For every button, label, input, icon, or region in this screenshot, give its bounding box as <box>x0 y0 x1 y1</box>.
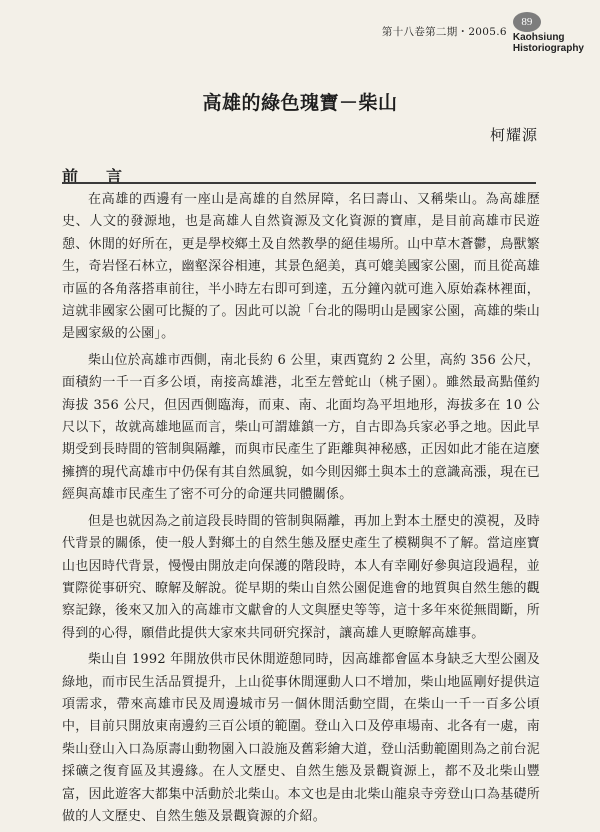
paragraph: 但是也就因為之前這段長時間的管制與隔離，再加上對本土歷史的漠視，及時代背景的關係，使一般人對鄉土的自然生態及歷史產生了模糊與不了解。當這座寶山也因時代背景，慢慢由開放走向保護的階段時，本人有幸剛好參與這段過程，並實際從事研究、瞭解及解說。從早期的柴山自然公園促進會的地質與自然生態的觀察記錄，後來又加入的高雄市文獻會的人文與歷史等等，這十多年來從無間斷，所得到的心得，願借此提供大家來共同研究探討，讓高雄人更瞭解高雄事。 <box>62 513 540 641</box>
running-header <box>382 12 584 54</box>
paragraph: 柴山自 1992 年開放供市民休閒遊憩同時，因高雄都會區本身缺乏大型公園及綠地，而市民生活品質提升，上山從事休閒運動人口不增加，柴山地區剛好提供這項需求，帶來高雄市民及周邊城市另一個休閒活動空間，在柴山一千一百多公頃中，目前只開放東南邊約三百公頃的範圍。登山入口及停車場南、北各有一處，南柴山登山入口為原壽山動物園入口設施及舊彩繪大道，登山活動範圍則為之前台泥採礦之復育區及其邊緣。在人文歷史、自然生態及景觀資源上，都不及北柴山豐富，因此遊客大都集中活動於北柴山。本文也是由北柴山龍泉寺旁登山口為基礎所做的人文歷史、自然生態及景觀資源的介紹。 <box>62 652 540 824</box>
article-title: 高雄的綠色瑰寶－柴山 <box>202 92 398 114</box>
issue-info: 第十八卷第二期・2005.6 <box>381 26 507 38</box>
journal-brand <box>513 12 584 54</box>
paragraph: 在高雄的西邊有一座山是高雄的自然屏障，名曰壽山、又稱柴山。為高雄歷史、人文的發源地，也是高雄人自然資源及文化資源的寶庫，是目前高雄市民遊憩、休閒的好所在，更是學校鄉土及自然教學的絕佳場所。山中草木蒼鬱，鳥獸繁生，奇岩怪石林立，幽壑深谷相連，其景色絕美，真可媲美國家公園，而且從高雄市區的各角落搭車前往，半小時左右即可到達，五分鐘內就可進入原始森林裡面，這就非國家公園可比擬的了。因此可以說「台北的陽明山是國家公園，高雄的柴山是國家級的公園」。 <box>62 192 540 342</box>
heading-divider <box>62 182 536 184</box>
journal-name: Kaohsiung <box>512 32 565 43</box>
article-body <box>62 189 540 832</box>
paragraph: 柴山位於高雄市西側，南北長約 6 公里，東西寬約 2 公里，高約 356 公尺，面積約一千一百多公頃，南接高雄港，北至左營蛇山（桃子園）。雖然最高點僅約海拔 356 公尺，但因西側臨海，而東、南、北面均為平坦地形，海拔多在 10 公尺以下，故就高雄地區而言，柴山可謂雄鎮一方，自古即為兵家必爭之地。因此早期受到長時間的管制與隔離，而與市民產生了距離與神秘感，正因如此才能在這麼擁擠的現代高雄市中仍保有其自然風貌，如今則因鄉土與本土的意識高漲，現在已經與高雄市民產生了密不可分的命運共同體關係。 <box>62 352 540 503</box>
page-number-badge: 89 <box>513 12 541 32</box>
section-heading: 前 言 <box>62 167 129 186</box>
journal-subtitle: Historiography <box>512 43 584 54</box>
article-author: 柯耀源 <box>489 126 538 144</box>
